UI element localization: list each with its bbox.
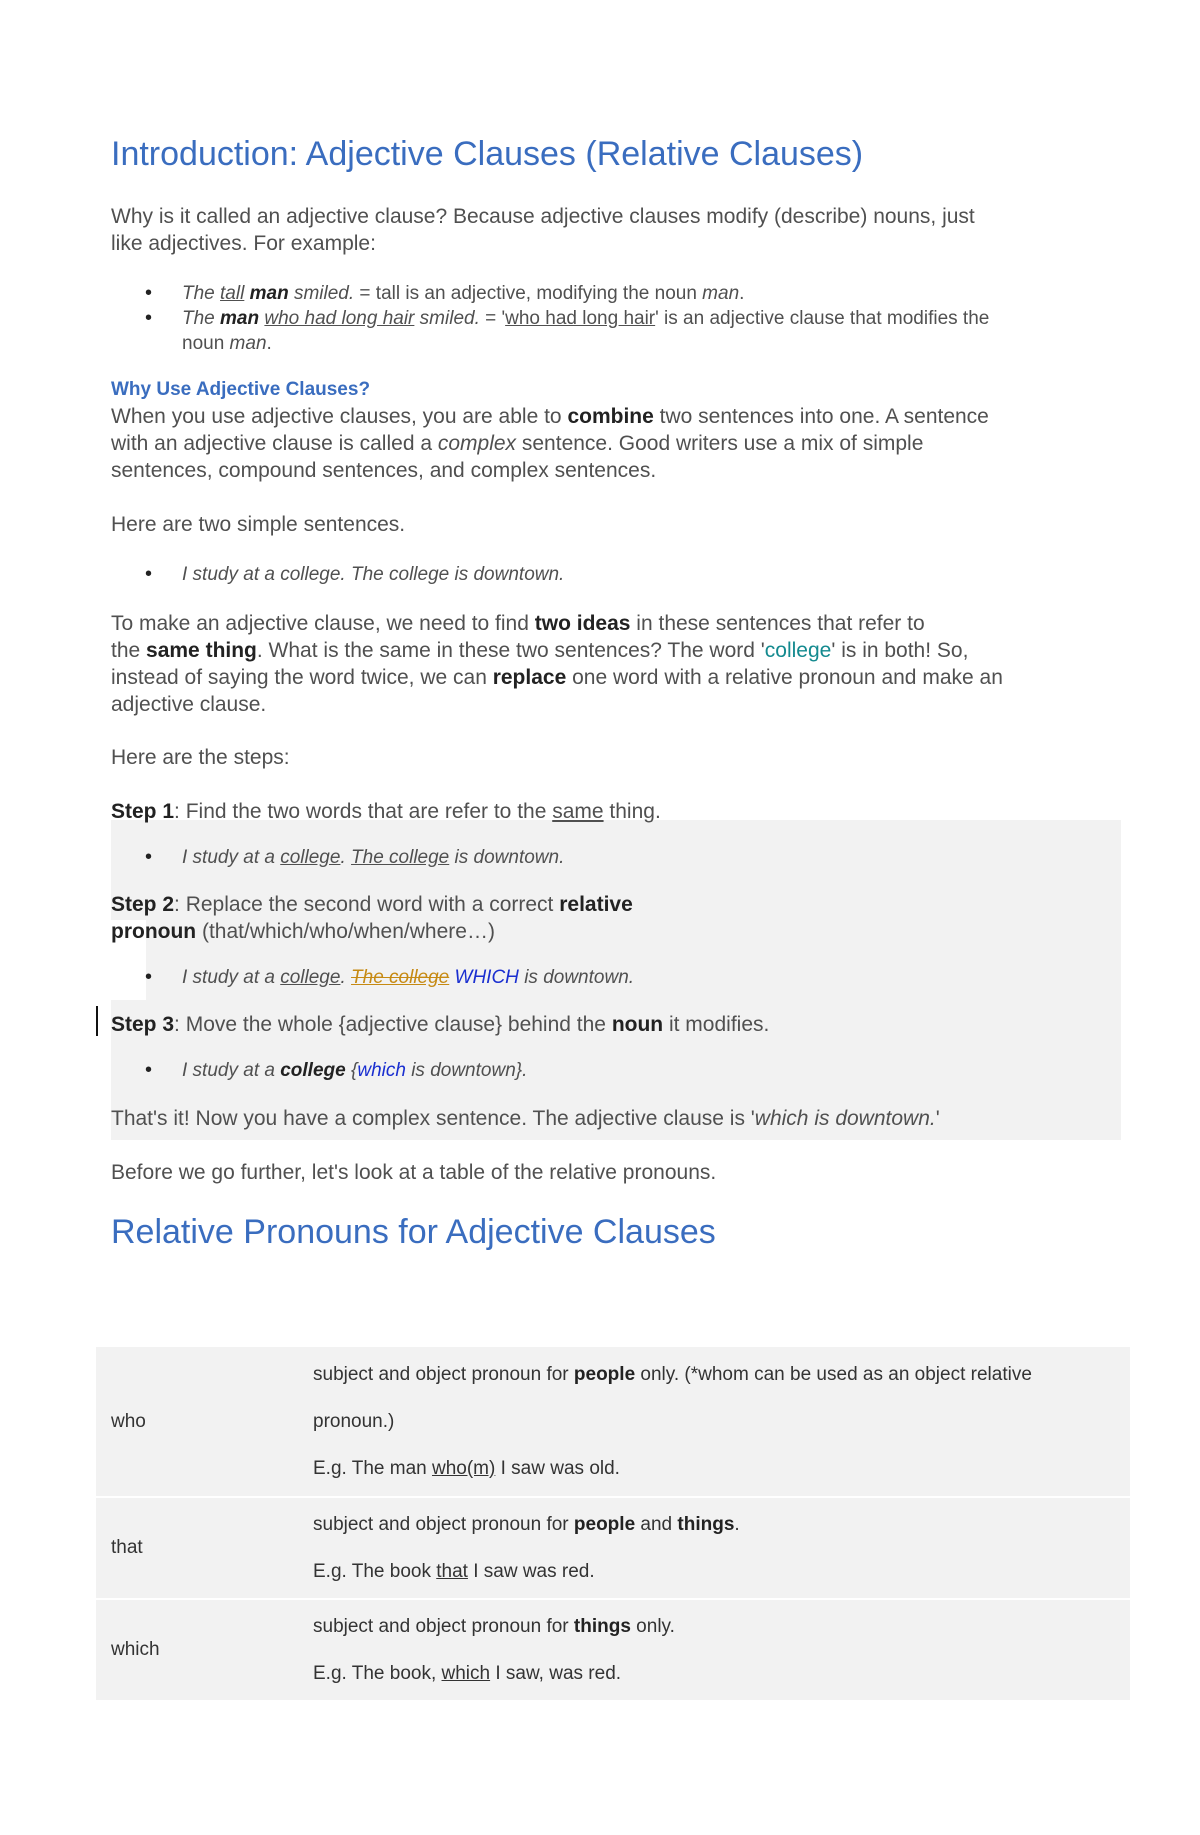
table-row: [96, 1347, 1130, 1497]
list-item: • I study at a college. The college is downtown.: [111, 562, 1111, 587]
outro-complex: That's it! Now you have a complex sentence. The adjective clause is 'which is downtown.': [111, 1107, 940, 1130]
table-row: [96, 1599, 1130, 1701]
outro-table-intro: Before we go further, let's look at a table of the relative pronouns.: [111, 1161, 717, 1184]
list-item: • I study at a college {which is downtown}.: [111, 1058, 1111, 1083]
same-thing-paragraph: To make an adjective clause, we need to find two ideas in these sentences that refer to the same thing. What is the same in these two sentences? The word 'college' is in both! So, instead of saying the word twice, we can replace one word with a relative pronoun and make an adjective clause.: [111, 612, 1003, 716]
pronoun-description: subject and object pronoun for things only. E.g. The book, which I saw, was red.: [313, 1599, 1130, 1701]
two-simple-intro: Here are two simple sentences.: [111, 513, 406, 536]
list-item: • I study at a college. The college WHICH is downtown.: [111, 965, 1111, 990]
step-2: Step 2: Replace the second word with a correct relative pronoun (that/which/who/when/where…): [111, 893, 633, 943]
text-cursor: [96, 1006, 98, 1036]
pronoun-description: subject and object pronoun for people and things. E.g. The book that I saw was red.: [313, 1497, 1130, 1599]
relative-pronoun-table: [96, 1347, 1130, 1702]
pronouns-title: Relative Pronouns for Adjective Clauses: [111, 1213, 716, 1251]
pronoun-that: that: [96, 1497, 313, 1599]
step-3-example: [111, 1058, 1111, 1083]
list-item: • The man who had long hair smiled. = 'who had long hair' is an adjective clause that modifies the noun man.: [111, 306, 1111, 356]
pronoun-description: subject and object pronoun for people only. (*whom can be used as an object relative pronoun.) E.g. The man who(m) I saw was old.: [313, 1347, 1130, 1497]
step-3: Step 3: Move the whole {adjective clause} behind the noun it modifies.: [111, 1013, 770, 1036]
table-row: [96, 1497, 1130, 1599]
pronoun-which: which: [96, 1599, 313, 1701]
pronoun-who: who: [96, 1347, 313, 1497]
why-paragraph: When you use adjective clauses, you are able to combine two sentences into one. A sentence with an adjective clause is called a complex sentence. Good writers use a mix of simple sentences, compound sentences, and complex sentences.: [111, 405, 989, 482]
steps-intro: Here are the steps:: [111, 746, 290, 769]
list-item: • I study at a college. The college is downtown.: [111, 845, 1111, 870]
list-item: • The tall man smiled. = tall is an adjective, modifying the noun man.: [111, 281, 1111, 306]
intro-examples: [111, 281, 1111, 356]
step-1-example: [111, 845, 1111, 870]
document-body: [111, 130, 1111, 1256]
simple-example: [111, 562, 1111, 587]
step-2-example: [111, 965, 1111, 990]
why-heading: Why Use Adjective Clauses?: [111, 379, 371, 400]
intro-lead: Why is it called an adjective clause? Because adjective clauses modify (describe) nouns, just like adjectives. For example:: [111, 205, 975, 255]
step-1: Step 1: Find the two words that are refer to the same thing.: [111, 800, 661, 823]
intro-title: Introduction: Adjective Clauses (Relative Clauses): [111, 135, 864, 173]
